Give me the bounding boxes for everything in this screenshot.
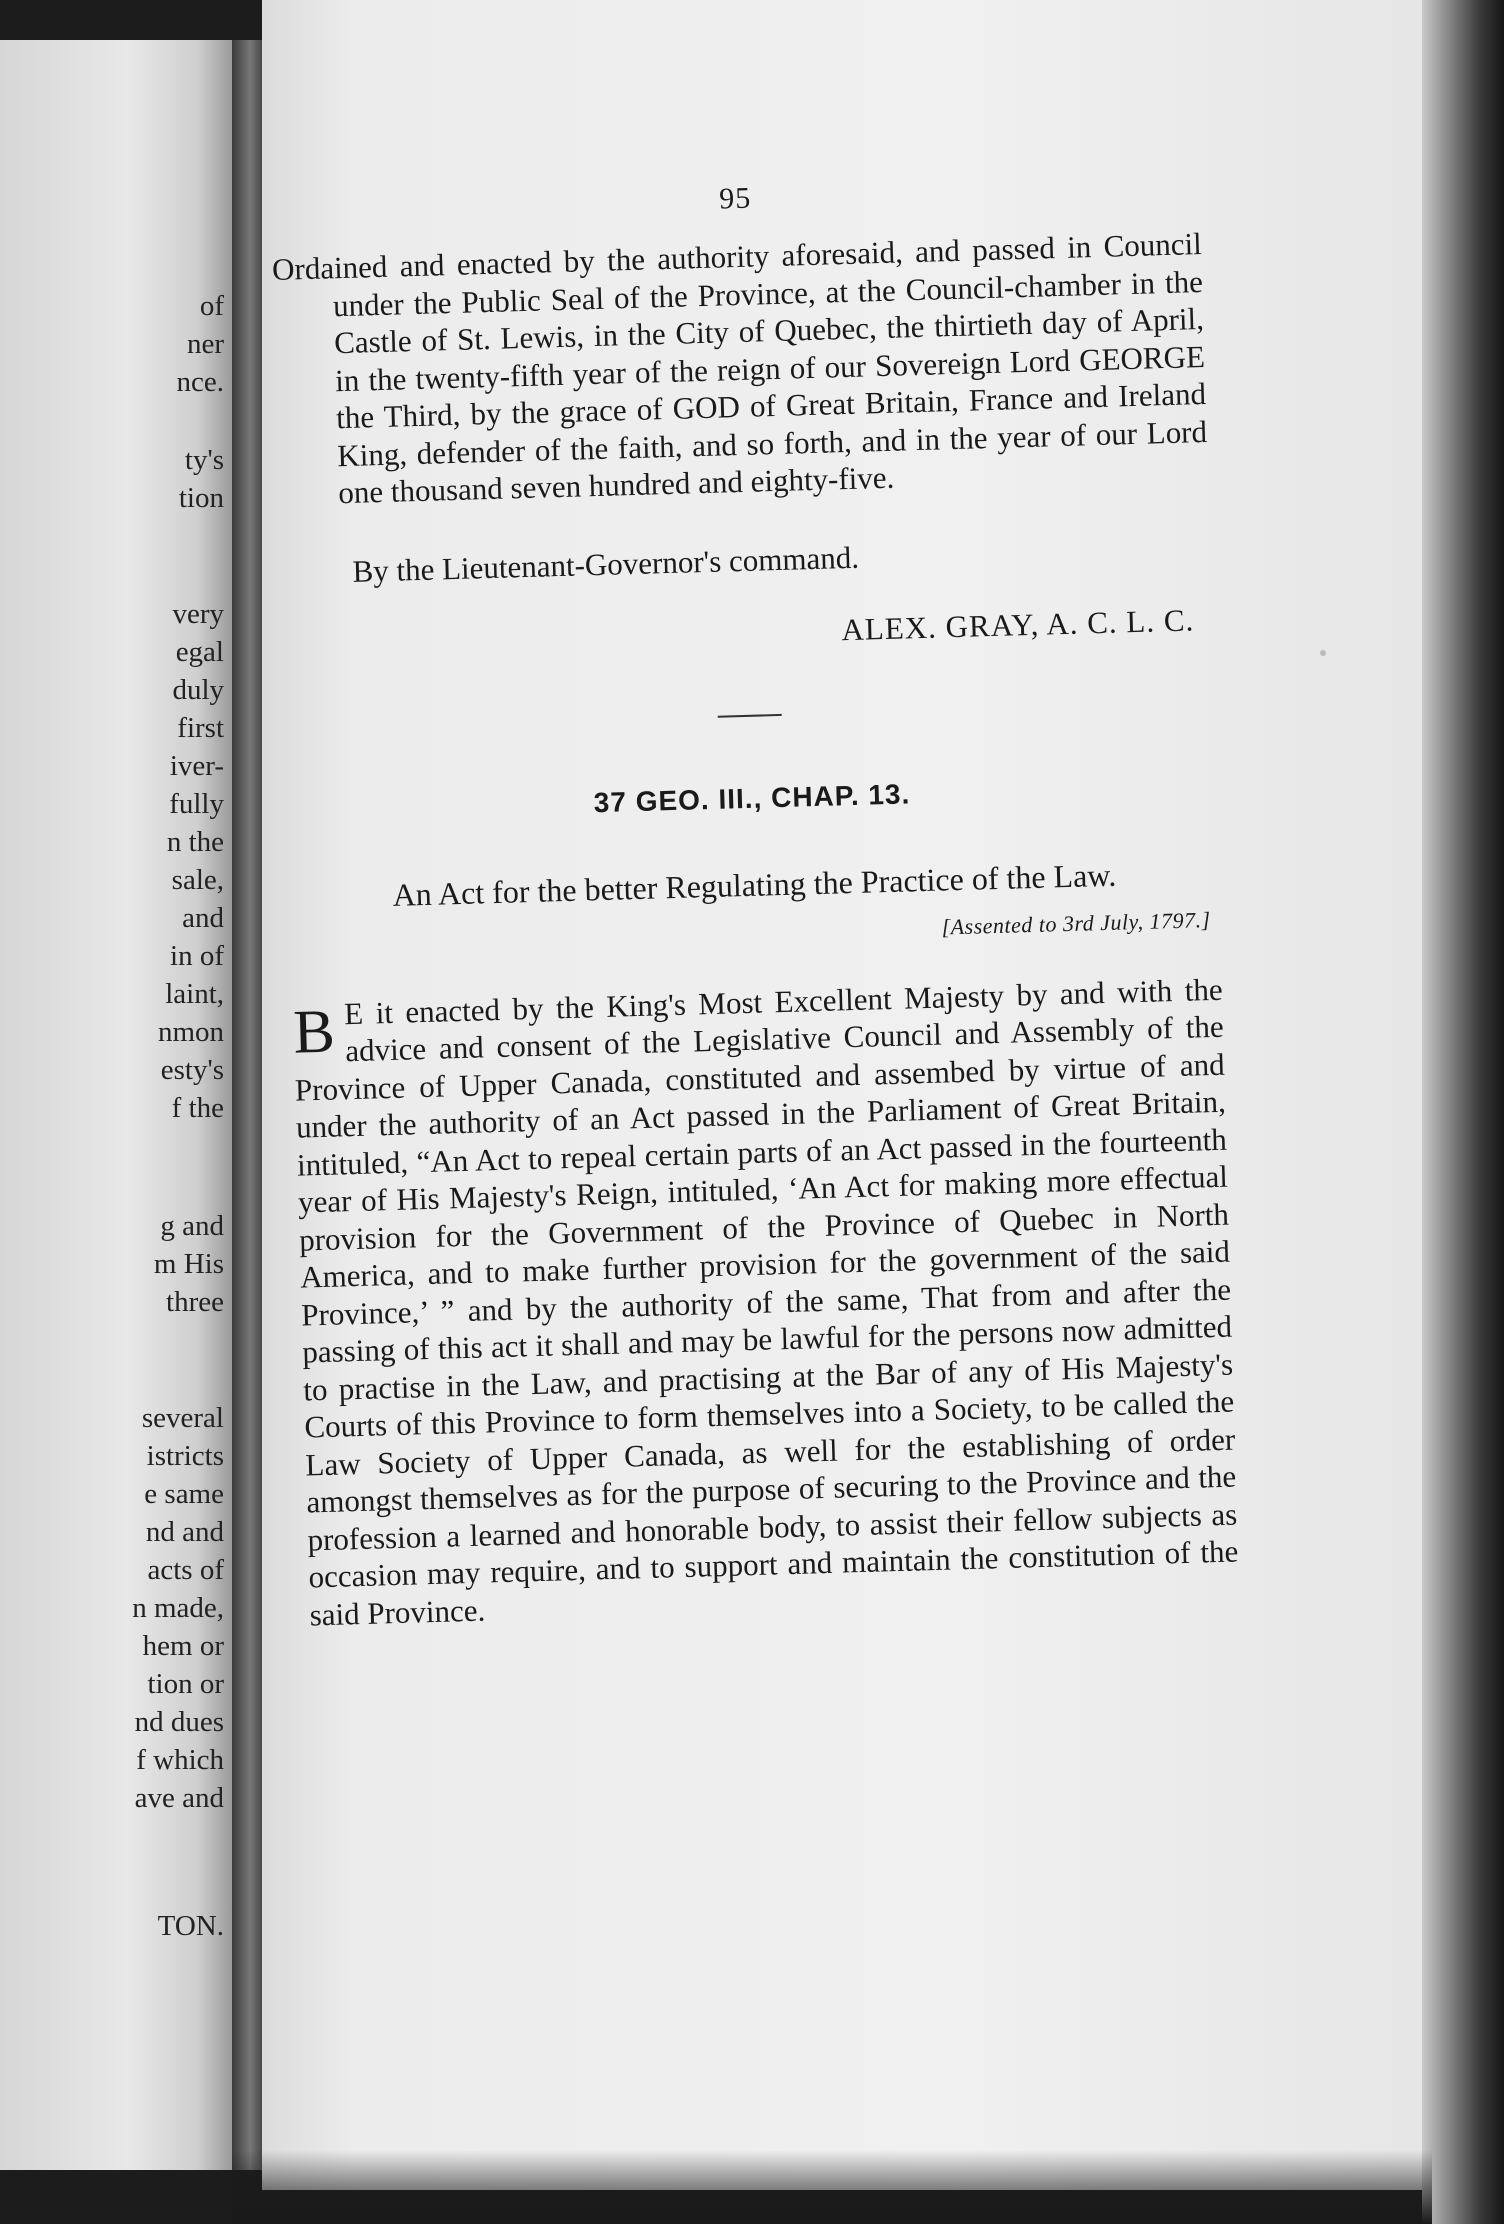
left-text-fragment: sale, xyxy=(171,864,224,896)
left-text-fragment: n made, xyxy=(132,1592,224,1624)
left-text-fragment: tion xyxy=(178,482,224,514)
signature: ALEX. GRAY, A. C. L. C. xyxy=(840,601,1195,647)
left-text-fragment: acts of xyxy=(147,1554,224,1586)
left-text-fragment: very xyxy=(172,598,224,630)
left-text-fragment: fully xyxy=(169,788,224,820)
left-text-fragment: f the xyxy=(171,1092,224,1124)
page-bottom-shadow xyxy=(232,2150,1432,2224)
section-divider xyxy=(718,713,782,717)
page-content xyxy=(270,169,1240,1633)
left-text-fragment: several xyxy=(141,1402,224,1434)
left-text-fragment: tion or xyxy=(147,1668,224,1700)
left-text-fragment: ave and xyxy=(134,1782,224,1814)
proclamation-paragraph: Ordained and enacted by the authority aforesaid, and passed in Council under the Public Seal of the Province, at the Council-chamber in the Castle of St. Lewis, in the City of Quebec, the thirtieth day of April, in the twenty-fifth year of the reign of our Sovereign Lord GEORGE the Third, by the grace of GOD of Great Britain, France and Ireland King, defender of the faith, and so forth, and in the year of our Lord one thousand seven hundred and eighty-five. xyxy=(271,226,1208,511)
left-text-fragment: nd dues xyxy=(134,1706,224,1738)
left-text-fragment: ty's xyxy=(184,444,224,476)
command-line: By the Lieutenant-Governor's command. xyxy=(352,539,860,589)
act-body-text: E it enacted by the King's Most Excellent Majesty by and with the advice and consent of the Legislative Council and Assembly of the Province of Upper Canada, constituted and assembed by virtue of and under the authority of an Act passed in the Parliament of Great Britain, intituled, “An Act to repeal certain parts of an Act passed in the fourteenth year of His Majesty's Reign, intituled, ‘An Act for making more effectual provision for the Government of the Province of Quebec in North America, and to make further provision for the government of the said Province,’ ” and by the authority of the same, That from and after the passing of this act it shall and may be lawful for the persons now admitted to practise in the Law, and practising at the Bar of any of His Majesty's Courts of this Province to form themselves into a Society, to be called the Law Society of Upper Canada, as well for the establishing of order amongst themselves as for the purpose of securing to the Province and the profession a learned and honorable body, to assist their fellow subjects as occasion may require, and to support and maintain the constitution of the said Province. xyxy=(294,971,1239,1632)
left-text-fragment: nd and xyxy=(145,1516,224,1548)
left-text-fragment: istricts xyxy=(146,1440,224,1472)
previous-page xyxy=(0,40,232,2170)
paper-speck xyxy=(1320,650,1326,656)
assent-date xyxy=(291,907,1211,959)
left-text-fragment: nce. xyxy=(176,366,224,398)
left-text-fragment: and xyxy=(182,902,224,934)
left-text-fragment: in of xyxy=(170,940,224,972)
left-text-fragment: m His xyxy=(153,1248,224,1280)
left-text-fragment: TON. xyxy=(157,1910,224,1942)
assent-text: [Assented to 3rd July, 1797.] xyxy=(941,906,1211,940)
book-gutter xyxy=(232,40,262,2170)
left-text-fragment: f which xyxy=(136,1744,224,1776)
left-text-fragment: first xyxy=(177,712,224,744)
left-text-fragment: e same xyxy=(144,1478,224,1510)
act-body xyxy=(292,970,1239,1633)
left-text-fragment: iver- xyxy=(169,750,224,782)
left-text-fragment: laint, xyxy=(165,978,224,1010)
page-edge xyxy=(1422,0,1504,2224)
drop-cap: B xyxy=(292,997,336,1067)
act-title: An Act for the better Regulating the Practice of the Law. xyxy=(392,856,1117,913)
left-text-fragment: of xyxy=(199,290,224,322)
left-text-fragment: egal xyxy=(175,636,224,668)
left-text-fragment: esty's xyxy=(160,1054,224,1086)
chapter-heading: 37 GEO. III., CHAP. 13. xyxy=(593,777,911,818)
left-text-fragment: ner xyxy=(186,328,224,360)
left-text-fragment: n the xyxy=(166,826,224,858)
left-text-fragment: hem or xyxy=(142,1630,224,1662)
left-text-fragment: three xyxy=(166,1286,224,1318)
left-text-fragment: nmon xyxy=(157,1016,224,1048)
left-text-fragment: duly xyxy=(172,674,224,706)
page-number: 95 xyxy=(718,181,752,216)
left-text-fragment: g and xyxy=(160,1210,224,1242)
